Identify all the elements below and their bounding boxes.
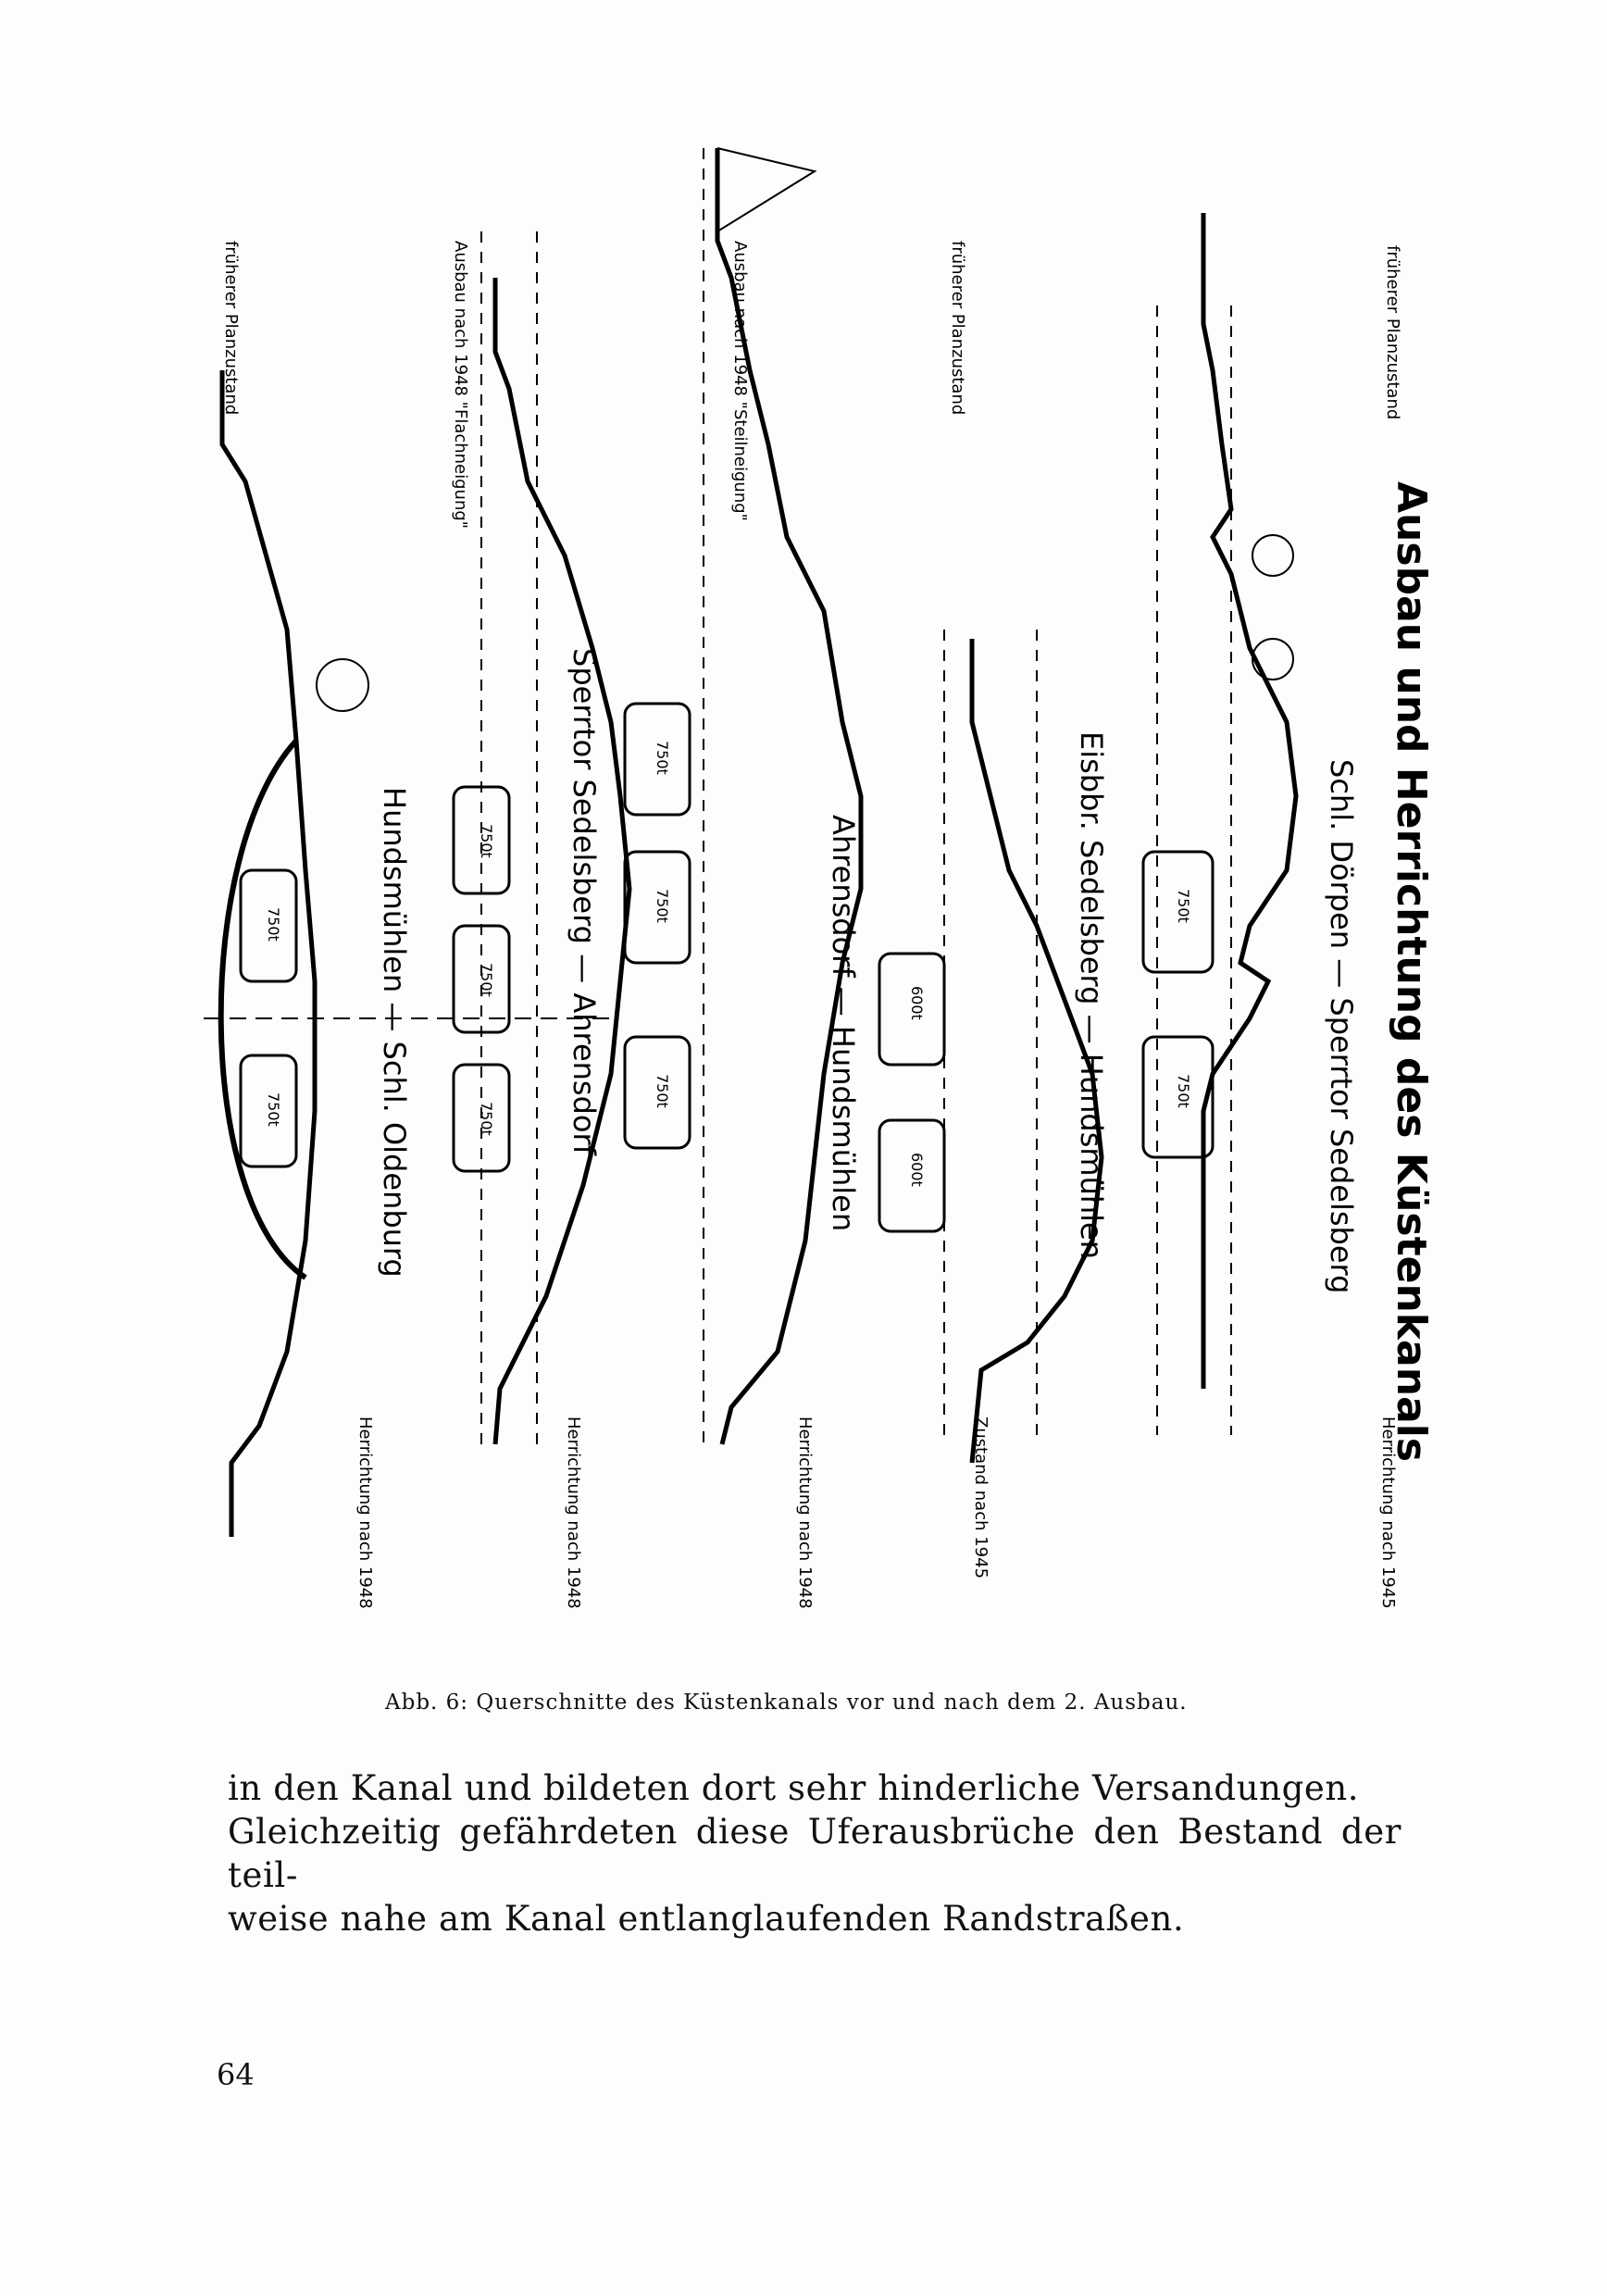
boat-label: 750t <box>1175 1074 1192 1108</box>
section-3-right-label: Herrichtung nach 1948 <box>795 1416 815 1609</box>
section-4-right-label: Herrichtung nach 1948 <box>564 1416 583 1609</box>
boat-label: 750t <box>654 889 671 923</box>
section-4-heading: Sperrtor Sedelsberg — Ahrensdorf <box>567 648 602 1155</box>
section-1-left-label: früherer Planzustand <box>1383 245 1402 420</box>
section-2-heading: Eisbbr. Sedelsberg — Hundsmühlen <box>1074 731 1109 1259</box>
body-line: weise nahe am Kanal entlanglaufenden Randstraßen. <box>228 1899 1185 1939</box>
body-paragraph <box>228 1766 1401 1940</box>
page-number: 64 <box>217 2057 255 2092</box>
boat-label: 600t <box>908 1153 926 1187</box>
section-1-right-label: Herrichtung nach 1945 <box>1378 1416 1398 1609</box>
section-2-right-label: Zustand nach 1945 <box>971 1416 990 1579</box>
section-3-heading: Ahrensdorf — Hundsmühlen <box>826 815 861 1232</box>
profile-section-3 <box>704 148 861 1444</box>
boat-label: 750t <box>1175 889 1192 923</box>
boat-label: 750t <box>654 741 671 775</box>
figure-title: Ausbau und Herrichtung des Küstenkanals <box>1388 481 1435 1463</box>
section-5-right-label: Herrichtung nach 1948 <box>355 1416 375 1609</box>
section-1-heading: Schl. Dörpen — Sperrtor Sedelsberg <box>1324 759 1359 1294</box>
body-line: Gleichzeitig gefährdeten diese Uferausbrüche den Bestand der teil- <box>228 1812 1401 1895</box>
boat-label: 750t <box>265 907 282 942</box>
section-4-left-label: Ausbau nach 1948 "Flachneigung" <box>451 241 470 530</box>
boat-label: 750t <box>654 1074 671 1108</box>
boat-label: 750t <box>265 1092 282 1127</box>
canal-cross-section-figure <box>176 93 1453 1666</box>
profile-section-4 <box>481 231 629 1444</box>
body-line: in den Kanal und bildeten dort sehr hinderliche Versandungen. <box>228 1768 1360 1808</box>
section-2-left-label: früherer Planzustand <box>948 241 967 416</box>
boat-label: 750t <box>478 1102 495 1136</box>
section-5-left-label: früherer Planzustand <box>221 241 241 416</box>
section-5-heading: Hundsmühlen — Schl. Oldenburg <box>377 787 412 1278</box>
section-3-left-label: Ausbau nach 1948 "Steilneigung" <box>730 241 750 521</box>
profile-section-1 <box>1157 213 1296 1435</box>
boat-label: 750t <box>478 824 495 858</box>
figure-caption: Abb. 6: Querschnitte des Küstenkanals vor und nach dem 2. Ausbau. <box>385 1691 1188 1715</box>
boat-label: 600t <box>908 986 926 1020</box>
boat-label: 750t <box>478 963 495 997</box>
